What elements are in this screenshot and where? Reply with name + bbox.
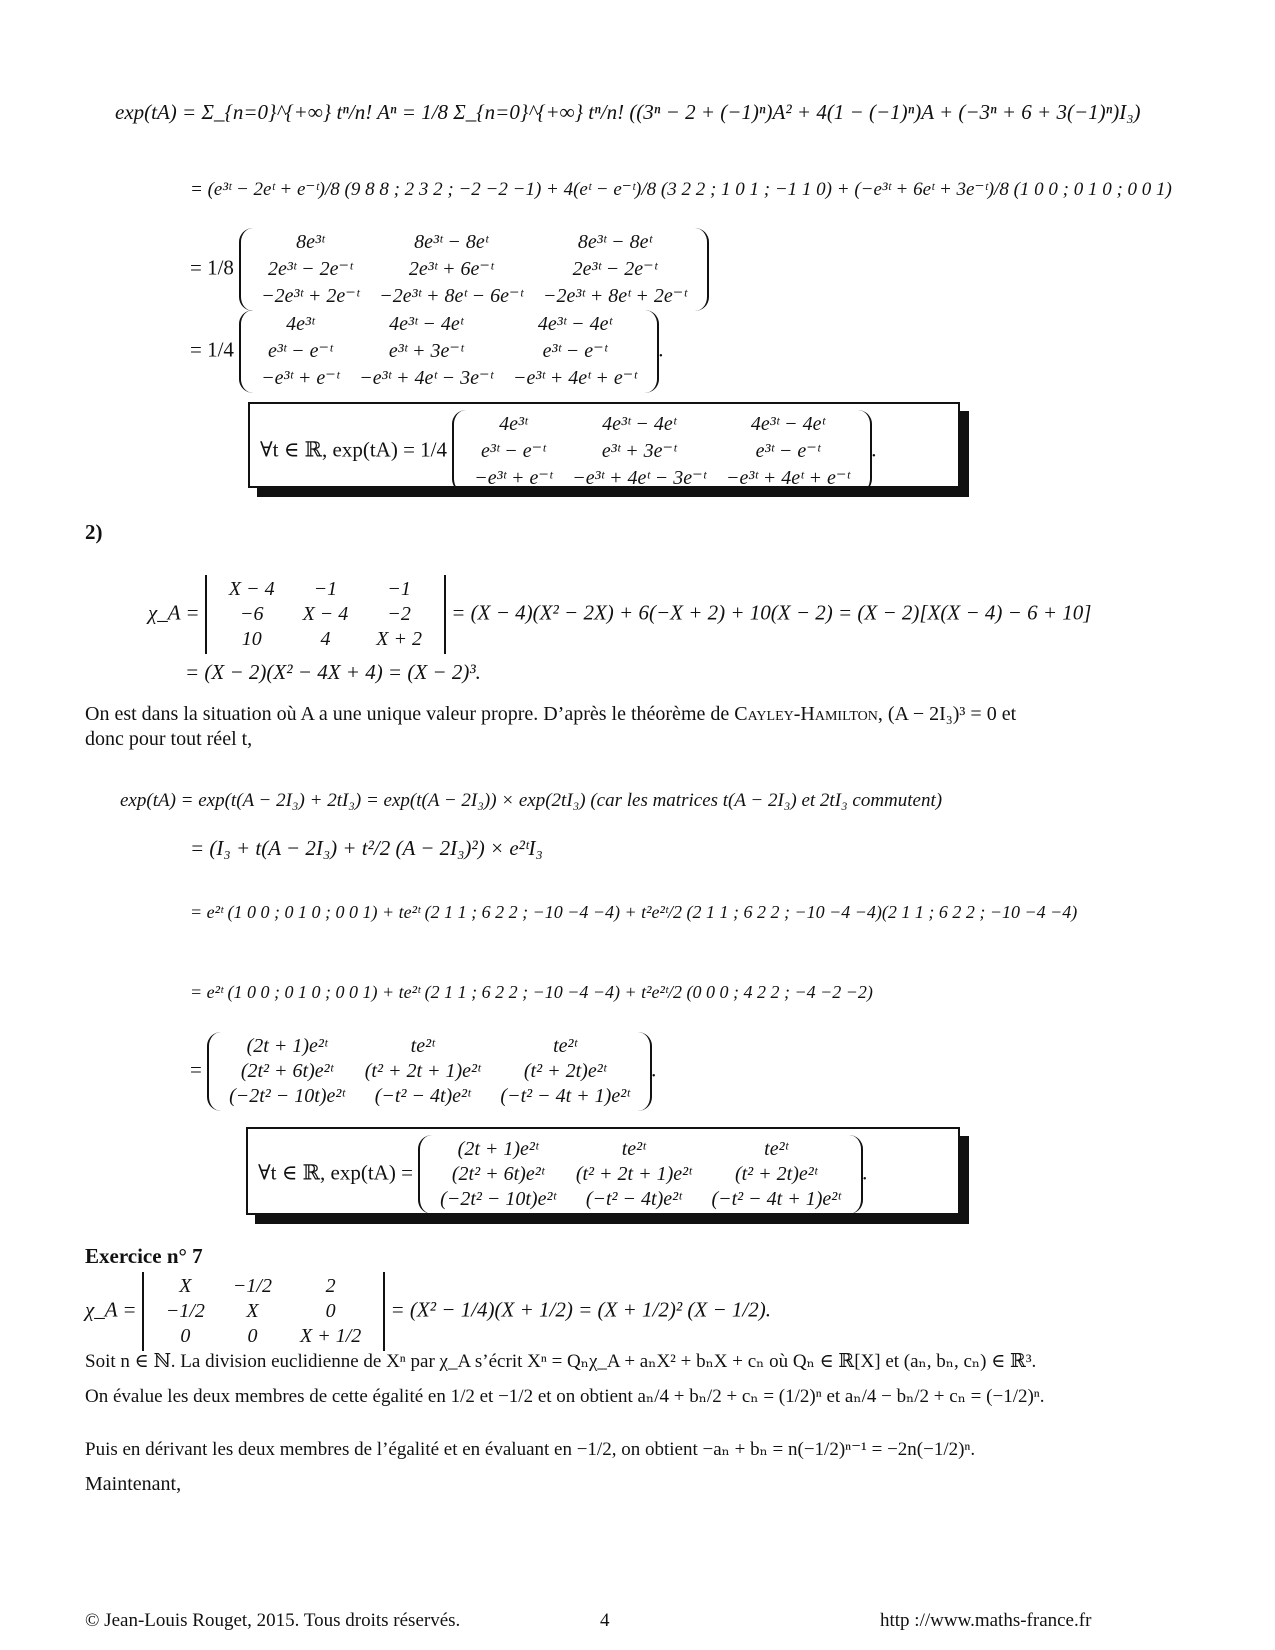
chi-a-line: χ_A = X − 4 −1 −1 −6 X − 4 −2 10 4 X + 2 = (X − 4)(X² − 2X) + 6(−X + 2) + 10(X − 2) = (X − 2)[X(X − 4) − 6 + 10] bbox=[148, 575, 1091, 654]
exp-final-matrix: (2t + 1)e²ᵗ te²ᵗ te²ᵗ (2t² + 6t)e²ᵗ (t² + 2t + 1)e²ᵗ (t² + 2t)e²ᵗ (−2t² − 10t)e²ᵗ (−t² − 4t)e²ᵗ (−t² − 4t + 1)e²ᵗ bbox=[207, 1032, 651, 1111]
chi-determinant: X − 4 −1 −1 −6 X − 4 −2 10 4 X + 2 bbox=[205, 575, 446, 654]
exp-series-line: exp(tA) = Σ_{n=0}^{+∞} tⁿ/n! Aⁿ = 1/8 Σ_{n=0}^{+∞} tⁿ/n! ((3ⁿ − 2 + (−1)ⁿ)A² + 4(1 − (−1)ⁿ)A + (−3ⁿ + 6 + 3(−1)ⁿ)I₃) bbox=[115, 100, 1141, 124]
boxed-matrix-2: (2t + 1)e²ᵗ te²ᵗ te²ᵗ (2t² + 6t)e²ᵗ (t² + 2t + 1)e²ᵗ (t² + 2t)e²ᵗ (−2t² − 10t)e²ᵗ (−t² − 4t)e²ᵗ (−t² − 4t + 1)e²ᵗ bbox=[418, 1135, 862, 1214]
exp-decomposition-line: = (e³ᵗ − 2eᵗ + e⁻ᵗ)/8 (9 8 8 ; 2 3 2 ; −2 −2 −1) + 4(eᵗ − e⁻ᵗ)/8 (3 2 2 ; 1 0 1 ; −1 1 0) + (−e³ᵗ + 6eᵗ + 3e⁻ᵗ)/8 (1 0 0 ; 0 1 0 ; 0 0 1) bbox=[190, 179, 1172, 200]
section-2-label: 2) bbox=[85, 520, 103, 544]
eighth-matrix: 8e³ᵗ 8e³ᵗ − 8eᵗ 8e³ᵗ − 8eᵗ 2e³ᵗ − 2e⁻ᵗ 2e³ᵗ + 6e⁻ᵗ 2e³ᵗ − 2e⁻ᵗ −2e³ᵗ + 2e⁻ᵗ −2e³ᵗ + 8eᵗ − 6e⁻ᵗ −2e³ᵗ + 8eᵗ + 2e⁻ᵗ bbox=[239, 228, 709, 311]
cayley-hamilton-text-2: donc pour tout réel t, bbox=[85, 728, 253, 750]
chi-a-line-2: = (X − 2)(X² − 4X + 4) = (X − 2)³. bbox=[185, 660, 481, 684]
exp-final-matrix-line: = (2t + 1)e²ᵗ te²ᵗ te²ᵗ (2t² + 6t)e²ᵗ (t² + 2t + 1)e²ᵗ (t² + 2t)e²ᵗ (−2t² − 10t)e²ᵗ (−t² − 4t)e²ᵗ (−t² − 4t + 1)e²ᵗ . bbox=[190, 1032, 657, 1111]
quarter-matrix: 4e³ᵗ 4e³ᵗ − 4eᵗ 4e³ᵗ − 4eᵗ e³ᵗ − e⁻ᵗ e³ᵗ + 3e⁻ᵗ e³ᵗ − e⁻ᵗ −e³ᵗ + e⁻ᵗ −e³ᵗ + 4eᵗ − 3e⁻ᵗ −e³ᵗ + 4eᵗ + e⁻ᵗ bbox=[239, 310, 659, 393]
exp-eighth-matrix-line: = 1/8 8e³ᵗ 8e³ᵗ − 8eᵗ 8e³ᵗ − 8eᵗ 2e³ᵗ − 2e⁻ᵗ 2e³ᵗ + 6e⁻ᵗ 2e³ᵗ − 2e⁻ᵗ −2e³ᵗ + 2e⁻ᵗ −2e³ᵗ + 8eᵗ − 6e⁻ᵗ −2e³ᵗ + 8eᵗ + 2e⁻ᵗ bbox=[190, 228, 709, 311]
exp-expansion-line: = (I₃ + t(A − 2I₃) + t²/2 (A − 2I₃)²) × e²ᵗI₃ bbox=[190, 836, 543, 860]
ex7-chi-determinant: X −1/2 2 −1/2 X 0 0 0 X + 1/2 bbox=[142, 1272, 385, 1351]
boxed-matrix-1: 4e³ᵗ 4e³ᵗ − 4eᵗ 4e³ᵗ − 4eᵗ e³ᵗ − e⁻ᵗ e³ᵗ + 3e⁻ᵗ e³ᵗ − e⁻ᵗ −e³ᵗ + e⁻ᵗ −e³ᵗ + 4eᵗ − 3e⁻ᵗ −e³ᵗ + 4eᵗ + e⁻ᵗ bbox=[452, 410, 872, 493]
ex7-evaluation-text: On évalue les deux membres de cette égalité en 1/2 et −1/2 et on obtient aₙ/4 + bₙ/2 + cₙ = (1/2)ⁿ et aₙ/4 − bₙ/2 + cₙ = (−1/2)ⁿ. bbox=[85, 1386, 1045, 1407]
result-box-1: ∀t ∈ ℝ, exp(tA) = 1/4 4e³ᵗ 4e³ᵗ − 4eᵗ 4e³ᵗ − 4eᵗ e³ᵗ − e⁻ᵗ e³ᵗ + 3e⁻ᵗ e³ᵗ − e⁻ᵗ −e³ᵗ + e⁻ᵗ −e³ᵗ + 4eᵗ − 3e⁻ᵗ −e³ᵗ + 4eᵗ + e⁻ᵗ . bbox=[248, 402, 960, 488]
exercise-7-title: Exercice n° 7 bbox=[85, 1244, 203, 1268]
result-box-2: ∀t ∈ ℝ, exp(tA) = (2t + 1)e²ᵗ te²ᵗ te²ᵗ (2t² + 6t)e²ᵗ (t² + 2t + 1)e²ᵗ (t² + 2t)e²ᵗ (−2t² − 10t)e²ᵗ (−t² − 4t)e²ᵗ (−t² − 4t + 1)e²ᵗ . bbox=[246, 1127, 960, 1215]
footer-copyright: © Jean-Louis Rouget, 2015. Tous droits réservés. bbox=[85, 1610, 461, 1631]
ex7-division-text: Soit n ∈ ℕ. La division euclidienne de Xⁿ par χ_A s’écrit Xⁿ = Qₙχ_A + aₙX² + bₙX + cₙ où Qₙ ∈ ℝ[X] et (aₙ, bₙ, cₙ) ∈ ℝ³. bbox=[85, 1351, 1037, 1372]
footer-url[interactable]: http ://www.maths-france.fr bbox=[880, 1610, 1092, 1631]
exp-matrix-sum-line-1: = e²ᵗ (1 0 0 ; 0 1 0 ; 0 0 1) + te²ᵗ (2 1 1 ; 6 2 2 ; −10 −4 −4) + t²e²ᵗ/2 (2 1 1 ; 6 2 2 ; −10 −4 −4)(2 1 1 ; 6 2 2 ; −10 −4 −4) bbox=[190, 902, 1078, 922]
exp-quarter-matrix-line: = 1/4 4e³ᵗ 4e³ᵗ − 4eᵗ 4e³ᵗ − 4eᵗ e³ᵗ − e⁻ᵗ e³ᵗ + 3e⁻ᵗ e³ᵗ − e⁻ᵗ −e³ᵗ + e⁻ᵗ −e³ᵗ + 4eᵗ − 3e⁻ᵗ −e³ᵗ + 4eᵗ + e⁻ᵗ . bbox=[190, 310, 664, 393]
ex7-chi-a-line: χ_A = X −1/2 2 −1/2 X 0 0 0 X + 1/2 = (X² − 1/4)(X + 1/2) = (X + 1/2)² (X − 1/2). bbox=[85, 1272, 771, 1351]
exp-matrix-sum-line-2: = e²ᵗ (1 0 0 ; 0 1 0 ; 0 0 1) + te²ᵗ (2 1 1 ; 6 2 2 ; −10 −4 −4) + t²e²ᵗ/2 (0 0 0 ; 4 2 2 ; −4 −2 −2) bbox=[190, 982, 873, 1002]
ex7-derivative-text: Puis en dérivant les deux membres de l’égalité et en évaluant en −1/2, on obtient −aₙ + bₙ = n(−1/2)ⁿ⁻¹ = −2n(−1/2)ⁿ. bbox=[85, 1439, 976, 1460]
footer-page-number: 4 bbox=[600, 1610, 610, 1631]
ex7-maintenant-text: Maintenant, bbox=[85, 1473, 182, 1495]
exp-commute-line: exp(tA) = exp(t(A − 2I₃) + 2tI₃) = exp(t(A − 2I₃)) × exp(2tI₃) (car les matrices t(A − 2I₃) et 2tI₃ commutent) bbox=[120, 790, 943, 811]
cayley-hamilton-text: On est dans la situation où A a une unique valeur propre. D’après le théorème de Cayley-Hamilton, (A − 2I₃)³ = 0 et bbox=[85, 703, 1017, 725]
